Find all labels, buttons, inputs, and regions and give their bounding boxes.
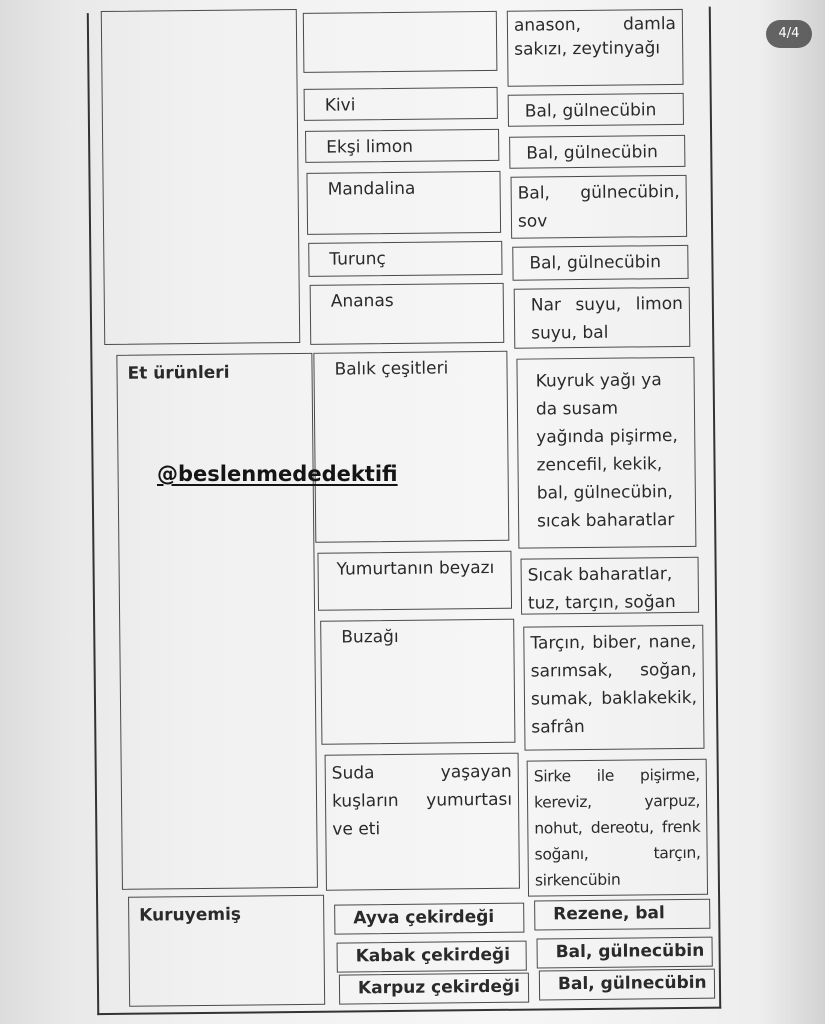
- food-cell: Karpuz çekirdeği: [339, 973, 529, 1005]
- group-cell-nuts: Kuruyemiş: [128, 895, 325, 1007]
- food-pairing-table: [87, 7, 721, 1015]
- pairing-cell: Bal, gülnecübin: [539, 969, 715, 1001]
- food-cell: Kabak çekirdeği: [337, 941, 527, 973]
- pairing-cell: Nar suyu, limon suyu, bal: [514, 287, 691, 349]
- pairing-cell: Tarçın, biber, nane, sarımsak, soğan, sumak, baklakekik, safrân: [523, 625, 704, 751]
- pairing-cell: Bal, gülnecübin: [508, 93, 684, 127]
- food-cell: Buzağı: [320, 619, 515, 745]
- food-cell: Kivi: [304, 87, 498, 121]
- food-cell: Yumurtanın beyazı: [317, 551, 512, 611]
- pairing-cell: anason, damla sakızı, zeytinyağı: [507, 9, 684, 87]
- food-cell: Turunç: [308, 241, 502, 277]
- food-cell: Balık çeşitleri: [313, 351, 509, 543]
- pairing-cell: Sirke ile pişirme, kereviz, yarpuz, nohut, dereotu, frenk soğanı, tarçın, sirkencübin: [527, 759, 708, 897]
- food-cell: [303, 11, 498, 73]
- group-cell-meat: Et ürünleri: [116, 353, 318, 890]
- pairing-cell: Kuyruk yağı ya da susam yağında pişirme, zencefil, kekik, bal, gülnecübin, sıcak baharatlar: [516, 357, 696, 549]
- watermark-handle: @beslenmededektifi: [157, 462, 398, 486]
- pairing-cell: Bal, gülnecübin: [512, 245, 688, 281]
- pairing-cell: Bal, gülnecübin: [536, 937, 712, 969]
- page-counter-badge: 4/4: [766, 20, 812, 48]
- pairing-cell: Bal, gülnecübin: [509, 135, 685, 169]
- pairing-cell: Bal, gülnecübin, sov: [511, 175, 688, 239]
- food-cell: Ayva çekirdeği: [334, 903, 524, 935]
- food-cell: Mandalina: [306, 171, 501, 235]
- food-cell: Suda yaşayan kuşların yumurtası ve eti: [325, 753, 520, 891]
- food-cell: Ekşi limon: [305, 129, 499, 163]
- pairing-cell: Sıcak baharatlar, tuz, tarçın, soğan: [521, 557, 700, 615]
- group-cell-fruits: [101, 9, 300, 345]
- pairing-cell: Rezene, bal: [534, 899, 710, 931]
- food-cell: Ananas: [310, 283, 505, 345]
